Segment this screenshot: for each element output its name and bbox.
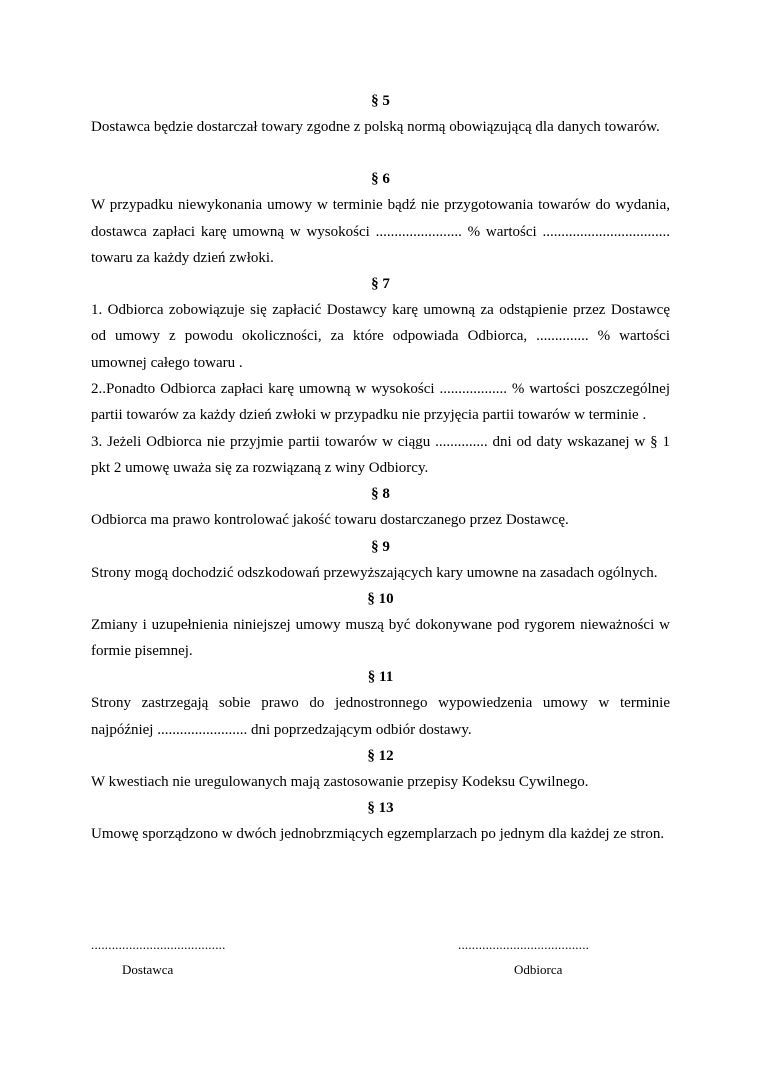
- supplier-signature-label: Dostawca: [122, 962, 174, 977]
- recipient-signature-line: ......................................: [458, 937, 590, 952]
- section-heading-6: § 6: [371, 171, 390, 188]
- recipient-signature-label: Odbiorca: [514, 962, 563, 977]
- section-heading-9: § 9: [371, 538, 390, 555]
- section-heading-10: § 10: [367, 590, 394, 607]
- section-11-paragraph: Strony zastrzegają sobie prawo do jednostronnego wypowiedzenia umowy w terminie najpóźniej ........................ dni poprzedzającym odbiór dostawy.: [91, 695, 670, 738]
- section-heading-12: § 12: [367, 748, 394, 765]
- section-10-paragraph: Zmiany i uzupełnienia niniejszej umowy muszą być dokonywane pod rygorem nieważności w formie pisemnej.: [91, 616, 670, 660]
- section-8-paragraph: Odbiorca ma prawo kontrolować jakość towaru dostarczanego przez Dostawcę.: [91, 512, 569, 529]
- supplier-signature-line: .......................................: [91, 937, 226, 952]
- section-heading-8: § 8: [371, 486, 390, 503]
- section-12-paragraph: W kwestiach nie uregulowanych mają zastosowanie przepisy Kodeksu Cywilnego.: [91, 774, 589, 791]
- section-7-point-3: 3. Jeżeli Odbiorca nie przyjmie partii towarów w ciągu .............. dni od daty wskazanej w § 1 pkt 2 umowę uważa się za rozwiązaną z winy Odbiorcy.: [91, 433, 670, 476]
- section-heading-13: § 13: [367, 800, 394, 817]
- section-7-point-2: 2..Ponadto Odbiorca zapłaci karę umowną w wysokości .................. % wartości poszczególnej partii towarów za każdy dzień zwłoki w przypadku nie przyjęcia partii towarów w terminie .: [91, 381, 670, 424]
- section-7-point-1: 1. Odbiorca zobowiązuje się zapłacić Dostawcy karę umowną za odstąpienie przez Dostawcę od umowy z powodu okoliczności, za które odpowiada Odbiorca, .............. % wartości umownej całego towaru .: [91, 302, 670, 371]
- section-heading-5: § 5: [371, 93, 390, 109]
- section-13-paragraph: Umowę sporządzono w dwóch jednobrzmiących egzemplarzach po jednym dla każdej ze stron.: [91, 826, 665, 843]
- document-body: [91, 88, 670, 848]
- section-heading-11: § 11: [367, 669, 394, 686]
- section-6-paragraph: W przypadku niewykonania umowy w terminie bądź nie przygotowania towarów do wydania, dostawca zapłaci karę umowną w wysokości ....................... % wartości .................................. towaru za każdy dzień zwłoki.: [91, 197, 670, 266]
- spacer: [91, 140, 670, 166]
- section-9-paragraph: Strony mogą dochodzić odszkodowań przewyższających kary umowne na zasadach ogólnych.: [91, 564, 658, 581]
- section-heading-7: § 7: [371, 276, 390, 293]
- section-5-paragraph: Dostawca będzie dostarczał towary zgodne z polską normą obowiązującą dla danych towarów.: [91, 119, 660, 135]
